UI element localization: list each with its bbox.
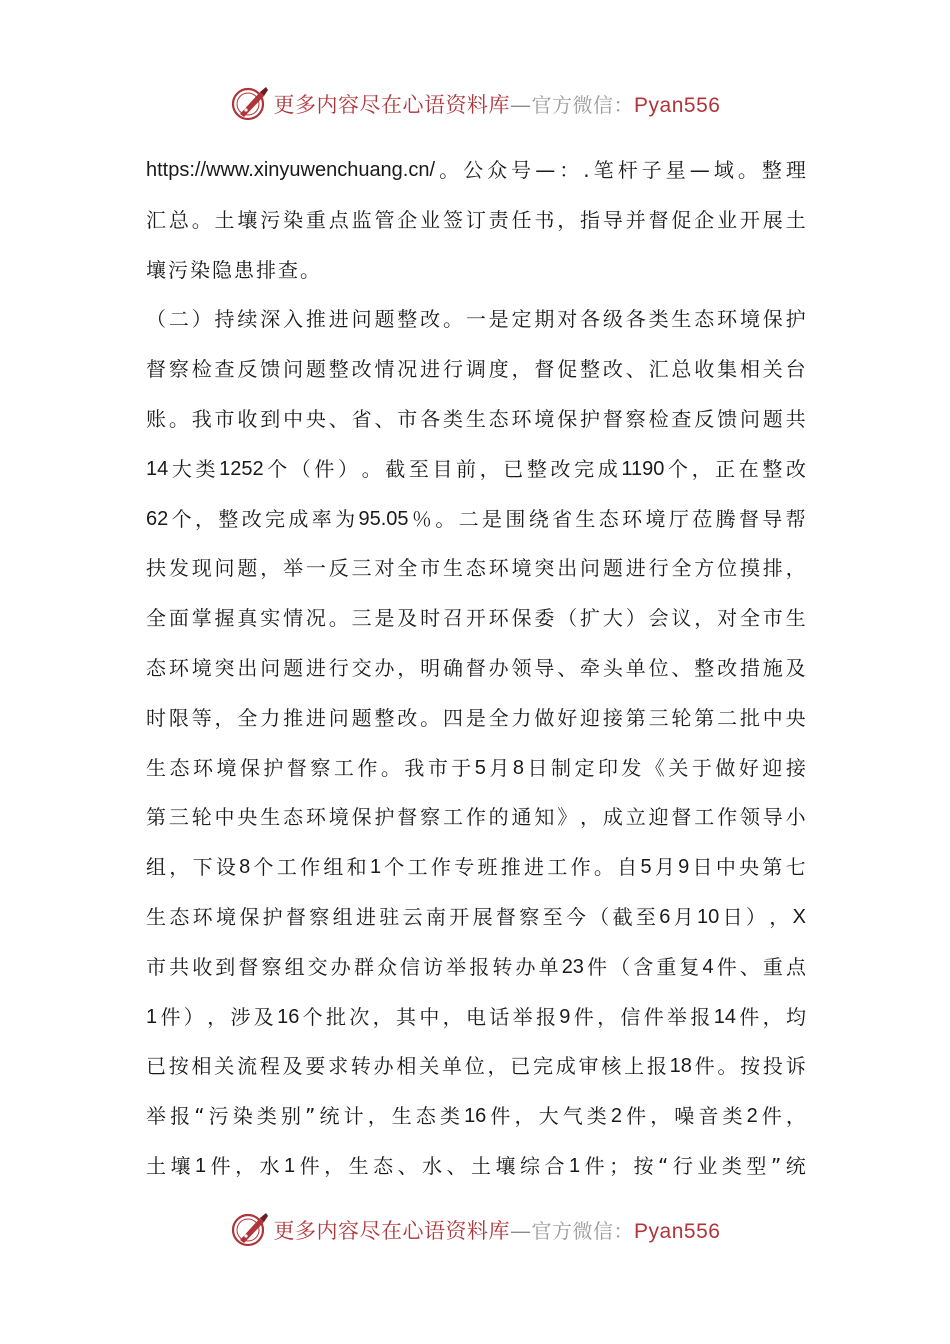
- text-line: 62 个 ， 整 改 完 成 率 为 95.05 ％ 。 二 是 围 绕 省 生 态 环 境 厅 莅 腾 督 导 帮: [146, 506, 806, 531]
- watermark-wechat-id: Pyan556: [634, 1220, 721, 1243]
- text-line: 生 态 环 境 保 护 督 察 组 进 驻 云 南 开 展 督 察 至 今 （ 截 至 6 月 10 日 ） ， X: [146, 904, 806, 929]
- watermark-wechat-id: Pyan556: [634, 94, 721, 117]
- text-line: 第 三 轮 中 央 生 态 环 境 保 护 督 察 工 作 的 通 知 》 ， 成 立 迎 督 工 作 领 导 小: [146, 805, 806, 830]
- watermark-wechat-label: 官方微信：: [531, 93, 635, 117]
- text-line: 土 壤 1 件 ， 水 1 件 ， 生 态 、 水 、 土 壤 综 合 1 件 ； 按 “ 行 业 类 型 ” 统: [146, 1153, 806, 1178]
- watermark-dash: —: [510, 93, 532, 117]
- text-line: 账 。 我 市 收 到 中 央 、 省 、 市 各 类 生 态 环 境 保 护 督 察 检 查 反 馈 问 题 共: [146, 406, 806, 431]
- text-line: 壤污染隐患排查。: [146, 257, 322, 282]
- text-line: 举 报 “ 污 染 类 别 ” 统 计 ， 生 态 类 16 件 ， 大 气 类 2 件 ， 噪 音 类 2 件 ，: [146, 1104, 806, 1129]
- pen-nib-icon: [230, 84, 270, 124]
- text-line: 扶 发 现 问 题 ， 举 一 反 三 对 全 市 生 态 环 境 突 出 问 题 进 行 全 方 位 摸 排 ，: [146, 556, 806, 581]
- text-line: 生 态 环 境 保 护 督 察 工 作 。 我 市 于 5 月 8 日 制 定 印 发 《 关 于 做 好 迎 接: [146, 755, 806, 780]
- watermark-site: 更多内容尽在心语资料库: [273, 1219, 511, 1243]
- text-line: 市 共 收 到 督 察 组 交 办 群 众 信 访 举 报 转 办 单 23 件 （ 含 重 复 4 件 、 重 点: [146, 954, 806, 979]
- text-line: 组 ， 下 设 8 个 工 作 组 和 1 个 工 作 专 班 推 进 工 作 。 自 5 月 9 日 中 央 第 七: [146, 855, 806, 880]
- document-body: [146, 146, 806, 1192]
- text-line: 时 限 等 ， 全 力 推 进 问 题 整 改 。 四 是 全 力 做 好 迎 接 第 三 轮 第 二 批 中 央: [146, 705, 806, 730]
- watermark-dash: —: [510, 1219, 532, 1243]
- text-line: 14 大 类 1252 个 （ 件 ） 。 截 至 目 前 ， 已 整 改 完 成 1190 个 ， 正 在 整 改: [146, 456, 806, 481]
- watermark-text: [274, 89, 721, 119]
- pen-nib-icon: [230, 1210, 270, 1250]
- watermark-header: [0, 82, 950, 126]
- watermark-text: [274, 1215, 721, 1245]
- text-line: 已 按 相 关 流 程 及 要 求 转 办 相 关 单 位 ， 已 完 成 审 核 上 报 18 件 。 按 投 诉: [146, 1054, 806, 1079]
- text-line: https://www.xinyuwenchuang.cn/ 。 公 众 号 — ： . 笔 杆 子 星 — 域 。 整 理: [146, 158, 806, 182]
- text-line: （ 二 ） 持 续 深 入 推 进 问 题 整 改 。 一 是 定 期 对 各 级 各 类 生 态 环 境 保 护: [146, 307, 806, 332]
- text-line: 全 面 掌 握 真 实 情 况 。 三 是 及 时 召 开 环 保 委 （ 扩 大 ） 会 议 ， 对 全 市 生: [146, 606, 806, 631]
- watermark-site: 更多内容尽在心语资料库: [273, 93, 511, 117]
- text-line: 态 环 境 突 出 问 题 进 行 交 办 ， 明 确 督 办 领 导 、 牵 头 单 位 、 整 改 措 施 及: [146, 655, 806, 680]
- text-line: 督 察 检 查 反 馈 问 题 整 改 情 况 进 行 调 度 ， 督 促 整 改 、 汇 总 收 集 相 关 台: [146, 357, 806, 382]
- text-line: 1 件 ） ， 涉 及 16 个 批 次 ， 其 中 ， 电 话 举 报 9 件 ， 信 件 举 报 14 件 ， 均: [146, 1004, 806, 1029]
- watermark-footer: [0, 1208, 950, 1252]
- text-line: 汇 总 。 土 壤 污 染 重 点 监 管 企 业 签 订 责 任 书 ， 指 导 并 督 促 企 业 开 展 土: [146, 207, 806, 232]
- watermark-wechat-label: 官方微信：: [531, 1219, 635, 1243]
